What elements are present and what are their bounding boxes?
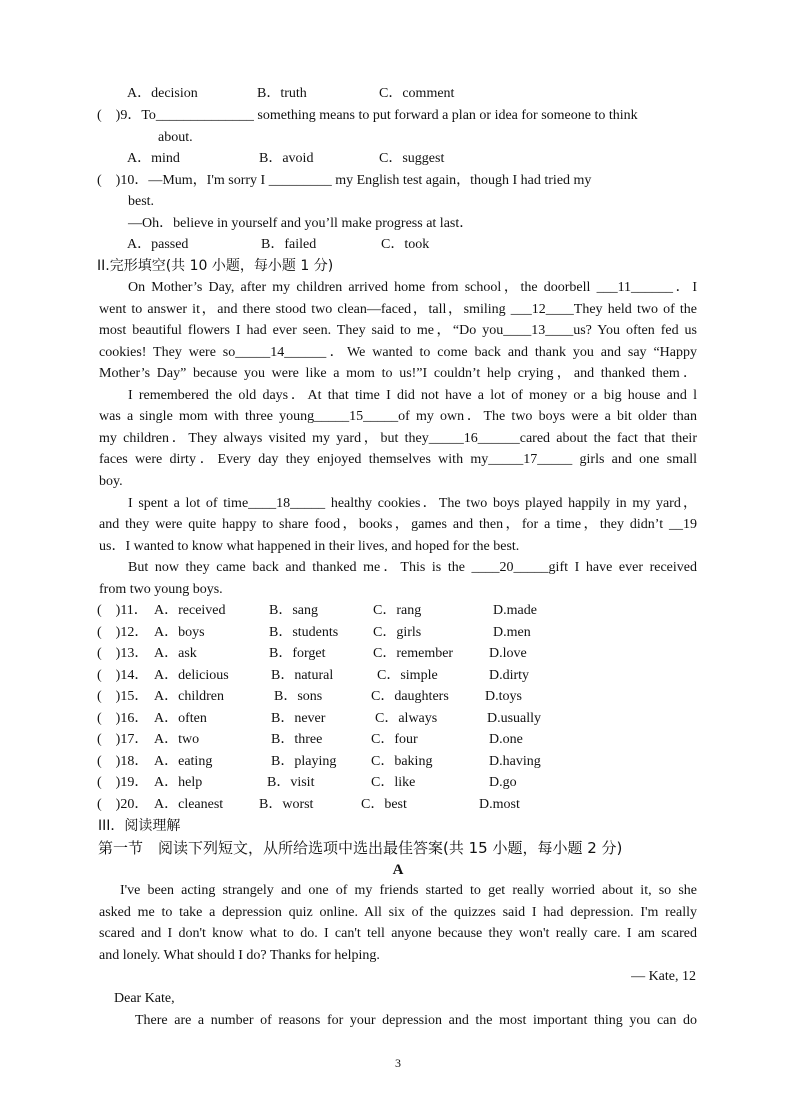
q9-option-b: B．avoid	[259, 151, 314, 166]
passage-line-2: asked me to take a depression quiz online. All six of the quizzes said I had depression. I'm really	[99, 905, 697, 920]
option-c: C．four	[371, 732, 418, 747]
q9-text-a: To	[141, 108, 156, 123]
q9-option-c: C．suggest	[379, 151, 445, 166]
option-a: A．often	[154, 711, 207, 726]
option-a: A．boys	[154, 625, 205, 640]
option-c: C．girls	[373, 625, 422, 640]
reply-line-1: There are a number of reasons for your depression and the most important thing you can do	[135, 1013, 697, 1028]
q9-text-b: something means to put forward a plan or idea for someone to think	[253, 108, 638, 123]
cloze-line-10: boy.	[99, 474, 123, 489]
cloze-line-4: cookies! They were so_____14______．We wanted to come back and thank you and say “Happy	[99, 345, 697, 360]
question-number: ( )14．	[97, 668, 149, 683]
option-d: D.made	[493, 603, 537, 618]
q10-option-b: B．failed	[261, 237, 317, 252]
option-c: C．best	[361, 797, 407, 812]
passage-label: A	[392, 862, 404, 878]
option-b: B．visit	[267, 775, 315, 790]
option-a: A．two	[154, 732, 200, 747]
question-number: ( )17．	[97, 732, 149, 747]
q10-option-c: C．took	[381, 237, 430, 252]
option-b: B．playing	[271, 754, 337, 769]
option-a: A．help	[154, 775, 203, 790]
option-b: B．forget	[269, 646, 326, 661]
q8-option-a: A．decision	[127, 86, 198, 101]
passage-line-1: I've been acting strangely and one of my friends started to get really worried about it, so she	[120, 883, 697, 898]
option-b: B．sang	[269, 603, 318, 618]
question-number: ( )15．	[97, 689, 149, 704]
option-d: D.usually	[487, 711, 542, 726]
question-number: ( )11．	[97, 603, 148, 618]
option-d: D.most	[479, 797, 520, 812]
option-c: C．rang	[373, 603, 422, 618]
q10-bracket: ( )10．	[97, 173, 149, 188]
cloze-line-11: I spent a lot of time____18_____ healthy cookies．The two boys played happily in my yard，	[128, 496, 697, 511]
option-b: B．students	[269, 625, 339, 640]
option-d: D.men	[493, 625, 531, 640]
q9-blank: ______________	[155, 108, 254, 123]
cloze-line-13: us．I wanted to know what happened in their lives, and hoped for the best.	[99, 539, 520, 554]
option-a: A．delicious	[154, 668, 229, 683]
cloze-line-6: I remembered the old days．At that time I did not have a lot of money or a big house and l	[128, 388, 697, 403]
option-c: C．simple	[377, 668, 438, 683]
option-d: D.one	[489, 732, 523, 747]
question-number: ( )19．	[97, 775, 149, 790]
section-2-heading: II.完形填空(共 10 小题，每小题 1 分)	[97, 258, 334, 274]
question-number: ( )12．	[97, 625, 149, 640]
reply-greeting: Dear Kate,	[114, 991, 175, 1006]
cloze-line-1: On Mother’s Day, after my children arrived home from school，the doorbell ___11______．I	[128, 280, 697, 295]
section-3-heading: III．阅读理解	[98, 818, 181, 834]
question-number: ( )16．	[97, 711, 149, 726]
q8-option-b: B．truth	[257, 86, 307, 101]
cloze-line-3: most beautiful flowers I had ever seen. They said to me，“Do you____13____us? You often fed us	[99, 323, 697, 338]
option-b: B．three	[271, 732, 323, 747]
option-d: D.toys	[485, 689, 522, 704]
option-a: A．received	[154, 603, 226, 618]
q9-stem-cont: about.	[158, 130, 193, 145]
option-c: C．always	[375, 711, 438, 726]
q10-text-b: my English test again，though I had tried my	[331, 173, 592, 188]
option-d: D.having	[489, 754, 541, 769]
cloze-line-12: and they were quite happy to share food，books，games and then，for a time，they didn’t __19	[99, 517, 697, 532]
option-b: B．never	[271, 711, 326, 726]
option-a: A．eating	[154, 754, 213, 769]
option-d: D.go	[489, 775, 517, 790]
passage-line-4: and lonely. What should I do? Thanks for helping.	[99, 948, 380, 963]
option-c: C．daughters	[371, 689, 449, 704]
option-d: D.dirty	[489, 668, 530, 683]
option-a: A．ask	[154, 646, 197, 661]
option-a: A．cleanest	[154, 797, 224, 812]
q9-stem	[97, 106, 695, 126]
option-c: C．like	[371, 775, 416, 790]
question-number: ( )20．	[97, 797, 149, 812]
option-c: C．baking	[371, 754, 433, 769]
option-d: D.love	[489, 646, 527, 661]
letter-signature: — Kate, 12	[631, 969, 696, 984]
cloze-line-14: But now they came back and thanked me．This is the ____20_____gift I have ever received	[128, 560, 697, 575]
question-number: ( )13．	[97, 646, 149, 661]
option-a: A．children	[154, 689, 224, 704]
cloze-line-5: Mother’s Day” because you were like a mom to us!”I couldn’t help crying，and thanked them．	[99, 366, 697, 381]
cloze-line-8: my children．They always visited my yard，but they_____16______cared about the fact that their	[99, 431, 697, 446]
cloze-line-2: went to answer it，and there stood two clean—faced，tall，smiling ___12____They held two of the	[99, 302, 697, 317]
cloze-line-15: from two young boys.	[99, 582, 223, 597]
cloze-line-7: was a single mom with three young_____15_____of my own．The two boys were a bit older than	[99, 409, 697, 424]
q10-stem	[97, 171, 695, 191]
option-b: B．natural	[271, 668, 334, 683]
passage-line-3: scared and I don't know what to do. I can't tell anyone because they won't really care. I am scared	[99, 926, 697, 941]
q8-option-c: C．comment	[379, 86, 455, 101]
q10-option-a: A．passed	[127, 237, 189, 252]
q9-bracket: ( )9．	[97, 108, 142, 123]
page-number: 3	[395, 1056, 401, 1070]
q10-blank: _________	[268, 173, 332, 188]
option-b: B．sons	[274, 689, 323, 704]
option-b: B．worst	[259, 797, 314, 812]
cloze-line-9: faces were dirty．Every day they enjoyed themselves with my_____17_____ girls and one small	[99, 452, 697, 467]
question-number: ( )18．	[97, 754, 149, 769]
q10-text-a: —Mum，I'm sorry I	[148, 173, 269, 188]
q10-stem-cont: best.	[128, 194, 155, 209]
q10-response: —Oh．believe in yourself and you’ll make progress at last．	[128, 216, 474, 231]
option-c: C．remember	[373, 646, 454, 661]
q9-option-a: A．mind	[127, 151, 180, 166]
section-3-subheading: 第一节 阅读下列短文，从所给选项中选出最佳答案(共 15 小题，每小题 2 分)	[98, 839, 623, 857]
